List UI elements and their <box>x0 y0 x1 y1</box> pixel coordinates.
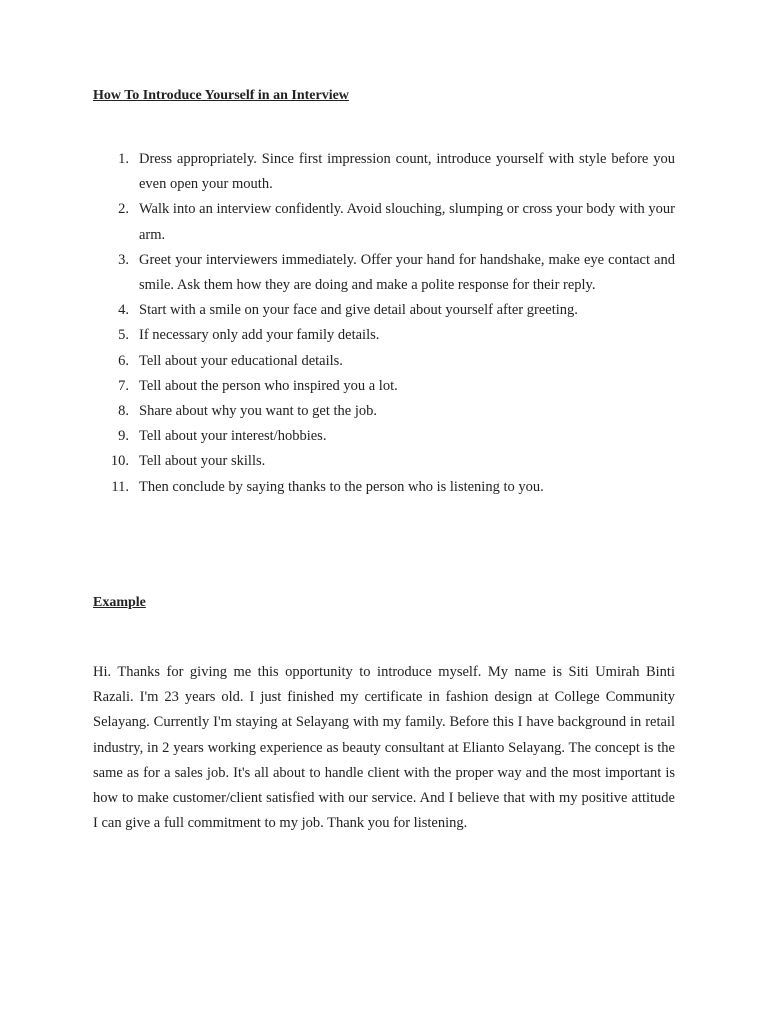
list-number: 9. <box>118 428 129 445</box>
list-item <box>93 475 675 500</box>
document-title: How To Introduce Yourself in an Interview <box>93 88 349 103</box>
list-number: 3. <box>118 251 129 268</box>
list-item-text: If necessary only add your family details. <box>139 327 380 344</box>
list-number: 8. <box>118 403 129 420</box>
list-item <box>93 298 675 323</box>
list-item <box>93 349 675 374</box>
example-heading: Example <box>93 595 146 610</box>
list-item <box>93 449 675 474</box>
list-number: 5. <box>118 327 129 344</box>
list-number: 7. <box>118 377 129 394</box>
list-item-text: Dress appropriately. Since first impression count, introduce yourself with style before you even open your mouth. <box>139 151 675 193</box>
list-number: 10. <box>110 453 129 470</box>
list-item <box>93 197 675 247</box>
list-number: 6. <box>118 352 129 369</box>
list-item-text: Greet your interviewers immediately. Offer your hand for handshake, make eye contact and smile. Ask them how they are doing and make a polite response for their reply. <box>139 251 675 294</box>
list-number: 11. <box>111 478 129 495</box>
list-item-text: Walk into an interview confidently. Avoid slouching, slumping or cross your body with your arm. <box>139 201 675 243</box>
list-item <box>93 323 675 348</box>
list-number: 4. <box>118 302 129 319</box>
list-number: 1. <box>118 151 129 167</box>
list-item <box>93 374 675 399</box>
list-item-text: Share about why you want to get the job. <box>139 403 377 420</box>
list-item <box>93 248 675 298</box>
list-item-text: Tell about your skills. <box>139 453 266 470</box>
list-item <box>93 399 675 424</box>
steps-list <box>93 147 675 500</box>
list-item <box>93 424 675 449</box>
list-item-text: Then conclude by saying thanks to the person who is listening to you. <box>139 478 544 495</box>
list-item-text: Start with a smile on your face and give detail about yourself after greeting. <box>139 302 578 319</box>
list-item <box>93 147 675 197</box>
example-paragraph: Hi. Thanks for giving me this opportunity to introduce myself. My name is Siti Umirah Binti Razali. I'm 23 years old. I just finished my certificate in fashion design at College Community Selayang. Currently I'm staying at Selayang with my family. Before this I have background in retail industry, in 2 years working experience as beauty consultant at Elianto Selayang. The concept is the same as for a sales job. It's all about to handle client with the proper way and the most important is how to make customer/client satisfied with our service. And I believe that with my positive attitude I can give a full commitment to my job. Thank you for listening. <box>93 664 675 832</box>
list-item-text: Tell about the person who inspired you a lot. <box>139 377 398 394</box>
list-number: 2. <box>118 201 129 218</box>
list-item-text: Tell about your educational details. <box>139 352 343 369</box>
list-item-text: Tell about your interest/hobbies. <box>139 428 327 445</box>
